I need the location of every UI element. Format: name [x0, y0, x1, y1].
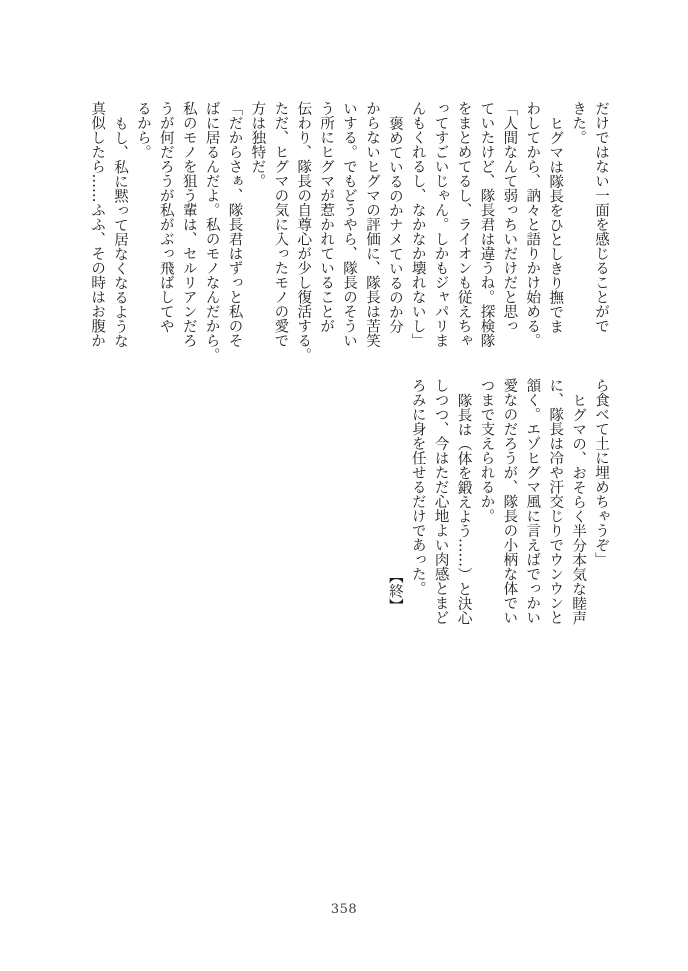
text-column: からないヒグマの評価に、隊長は苦笑 [363, 101, 380, 348]
page-number: 358 [330, 902, 358, 917]
text-column: だけではない一面を感じることがで [593, 101, 609, 333]
upper-text-block [85, 101, 612, 362]
end-of-story-mark: 【終】 [386, 569, 403, 613]
text-column: しつつ、今はただ心地よい肉感とまど [432, 378, 449, 625]
text-column: 隊長は（体を鍛えよう……）と決心 [455, 392, 472, 625]
text-column: ばに居るんだよ。私のモノなんだから。 [203, 101, 220, 362]
text-column: 「だからさぁ、隊長君はずっと私のそ [226, 101, 243, 348]
text-column: ていたけど、隊長君は違うね。探検隊 [478, 101, 495, 348]
text-column: わしてから、訥々と語りかけ始める。 [524, 101, 541, 348]
text-column: ヒグマは隊長をひとしきり撫でま [547, 115, 564, 333]
text-column: 伝わり、隊長の自尊心が少し復活する。 [295, 101, 312, 362]
text-column: う所にヒグマが惹かれていることが [318, 101, 335, 333]
text-column: んもくれるし、なかなか壊れないし」 [409, 101, 426, 348]
text-column: に、隊長は冷や汗交じりでウンウンと [547, 378, 564, 625]
text-column: つまで支えられるか。 [478, 378, 495, 523]
lower-text-block [383, 378, 612, 628]
text-column: 「人間なんて弱っちいだけだと思っ [501, 101, 518, 333]
text-column: ら食べて土に埋めちゃうぞ」 [593, 378, 609, 567]
text-column: をまとめてるし、ライオンも従えちゃ [455, 101, 472, 348]
text-column: 方は独特だ。 [249, 101, 266, 188]
text-column: 私のモノを狙う輩は、セルリアンだろ [180, 101, 197, 348]
text-column: 頷く。エゾヒグマ風に言えばでっかい [524, 378, 541, 625]
text-column: 真似したら……ふふ、その時はお腹か [89, 101, 106, 348]
text-column: もし、私に黙って居なくなるような [111, 115, 128, 348]
text-column: 褒めているのかナメているのか分 [386, 115, 403, 333]
text-column: ヒグマの、おそらく半分本気な睦声 [570, 392, 587, 625]
text-column: るから。 [134, 101, 151, 159]
text-column: きた。 [570, 101, 587, 145]
text-column: ろみに身を任せるだけであった。 [409, 378, 426, 596]
text-column: いする。でもどうやら、隊長のそうい [341, 101, 358, 348]
text-column: 愛なのだろうが、隊長の小柄な体でい [501, 378, 518, 625]
text-column: ってすごいじゃん。しかもジャパリま [432, 101, 449, 348]
text-column: ただ、ヒグマの気に入ったモノの愛で [272, 101, 289, 348]
text-column: うが何だろうが私がぶっ飛ばしてや [157, 101, 174, 333]
